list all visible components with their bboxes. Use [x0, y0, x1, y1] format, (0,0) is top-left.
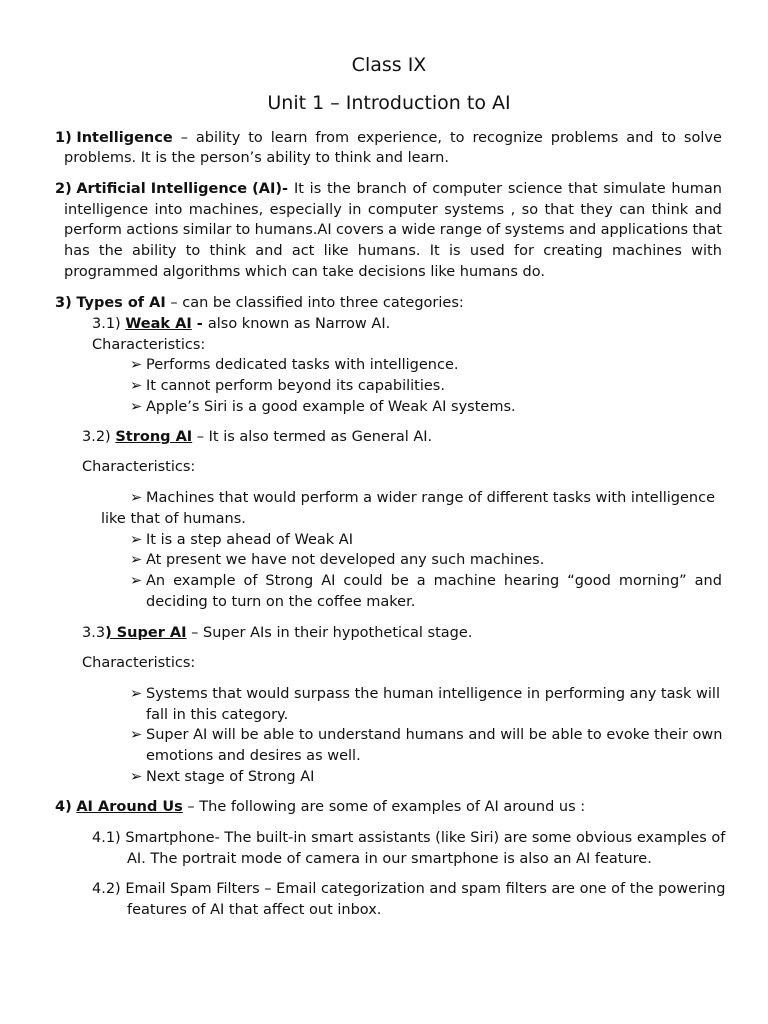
example-4-2-line-2: features of AI that affect out inbox. — [127, 902, 382, 918]
arrow-bullet-icon: ➢ — [130, 552, 143, 568]
list-item: ➢ It is a step ahead of Weak AI — [130, 530, 353, 551]
arrow-bullet-icon: ➢ — [130, 573, 143, 589]
strong-ai-term: Strong AI — [115, 429, 193, 445]
list-item-continuation: like that of humans. — [101, 511, 246, 527]
section-2-line-4: has the ability to think and act like humans. It is used for creating machines with — [64, 243, 722, 259]
class-title: Class IX — [351, 54, 427, 76]
arrow-bullet-icon: ➢ — [130, 686, 143, 702]
section-term: Artificial Intelligence (AI)- — [76, 181, 289, 197]
list-item: ➢ It cannot perform beyond its capabilities. — [130, 376, 445, 397]
section-4-heading: 4) AI Around Us – The following are some of examples of AI around us : — [55, 799, 586, 815]
list-item-continuation: emotions and desires as well. — [146, 748, 361, 764]
section-term: Intelligence — [76, 130, 173, 146]
arrow-bullet-icon: ➢ — [130, 769, 143, 785]
section-2-line-2: intelligence into machines, especially in computer systems , so that they can think and — [64, 202, 722, 218]
strong-ai-characteristics-label: Characteristics: — [82, 459, 196, 475]
arrow-bullet-icon: ➢ — [130, 399, 143, 415]
list-item: ➢ Super AI will be able to understand humans and will be able to evoke their own — [130, 725, 722, 746]
arrow-bullet-icon: ➢ — [130, 727, 143, 743]
section-1-line-1: 1) Intelligence – ability to learn from experience, to recognize problems and to solve — [55, 128, 722, 149]
section-number: 1) — [55, 130, 72, 146]
list-item: ➢ Machines that would perform a wider range of different tasks with intelligence — [130, 488, 715, 509]
section-2-line-1: 2) Artificial Intelligence (AI)- It is the branch of computer science that simulate human — [55, 179, 722, 200]
weak-ai-characteristics-label: Characteristics: — [92, 337, 206, 353]
section-term: AI Around Us — [76, 799, 183, 815]
list-item-continuation: deciding to turn on the coffee maker. — [146, 594, 416, 610]
list-item: ➢ Performs dedicated tasks with intelligence. — [130, 355, 459, 376]
example-4-2-line-1: 4.2) Email Spam Filters – Email categorization and spam filters are one of the powering — [92, 881, 726, 897]
list-item: ➢ Systems that would surpass the human intelligence in performing any task will — [130, 684, 720, 705]
list-item: ➢ At present we have not developed any such machines. — [130, 550, 544, 571]
arrow-bullet-icon: ➢ — [130, 490, 143, 506]
section-2-line-3: perform actions similar to humans.AI covers a wide range of systems and applications that — [64, 222, 722, 238]
arrow-bullet-icon: ➢ — [130, 532, 143, 548]
section-3-heading: 3) Types of AI – can be classified into three categories: — [55, 295, 464, 311]
super-ai-term: ) Super AI — [105, 625, 187, 641]
example-4-1-line-2: AI. The portrait mode of camera in our smartphone is also an AI feature. — [127, 851, 652, 867]
strong-ai-heading: 3.2) Strong AI – It is also termed as General AI. — [82, 429, 433, 445]
super-ai-characteristics-label: Characteristics: — [82, 655, 196, 671]
section-2-line-5: programmed algorithms which can take decisions like humans do. — [64, 264, 545, 280]
list-item: ➢ Apple’s Siri is a good example of Weak AI systems. — [130, 397, 516, 418]
weak-ai-heading: 3.1) Weak AI - also known as Narrow AI. — [92, 316, 391, 332]
weak-ai-term: Weak AI — [125, 316, 192, 332]
list-item: ➢ Next stage of Strong AI — [130, 767, 314, 788]
arrow-bullet-icon: ➢ — [130, 378, 143, 394]
section-1-line-2: problems. It is the person’s ability to think and learn. — [64, 150, 449, 166]
section-number: 2) — [55, 181, 72, 197]
arrow-bullet-icon: ➢ — [130, 357, 143, 373]
section-term: Types of AI — [76, 295, 166, 311]
unit-title: Unit 1 – Introduction to AI — [267, 92, 511, 114]
list-item-continuation: fall in this category. — [146, 707, 289, 723]
list-item: ➢ An example of Strong AI could be a machine hearing “good morning” and — [130, 571, 722, 592]
example-4-1-line-1: 4.1) Smartphone- The built-in smart assistants (like Siri) are some obvious examples of — [92, 830, 726, 846]
super-ai-heading: 3.3) Super AI – Super AIs in their hypothetical stage. — [82, 625, 473, 641]
